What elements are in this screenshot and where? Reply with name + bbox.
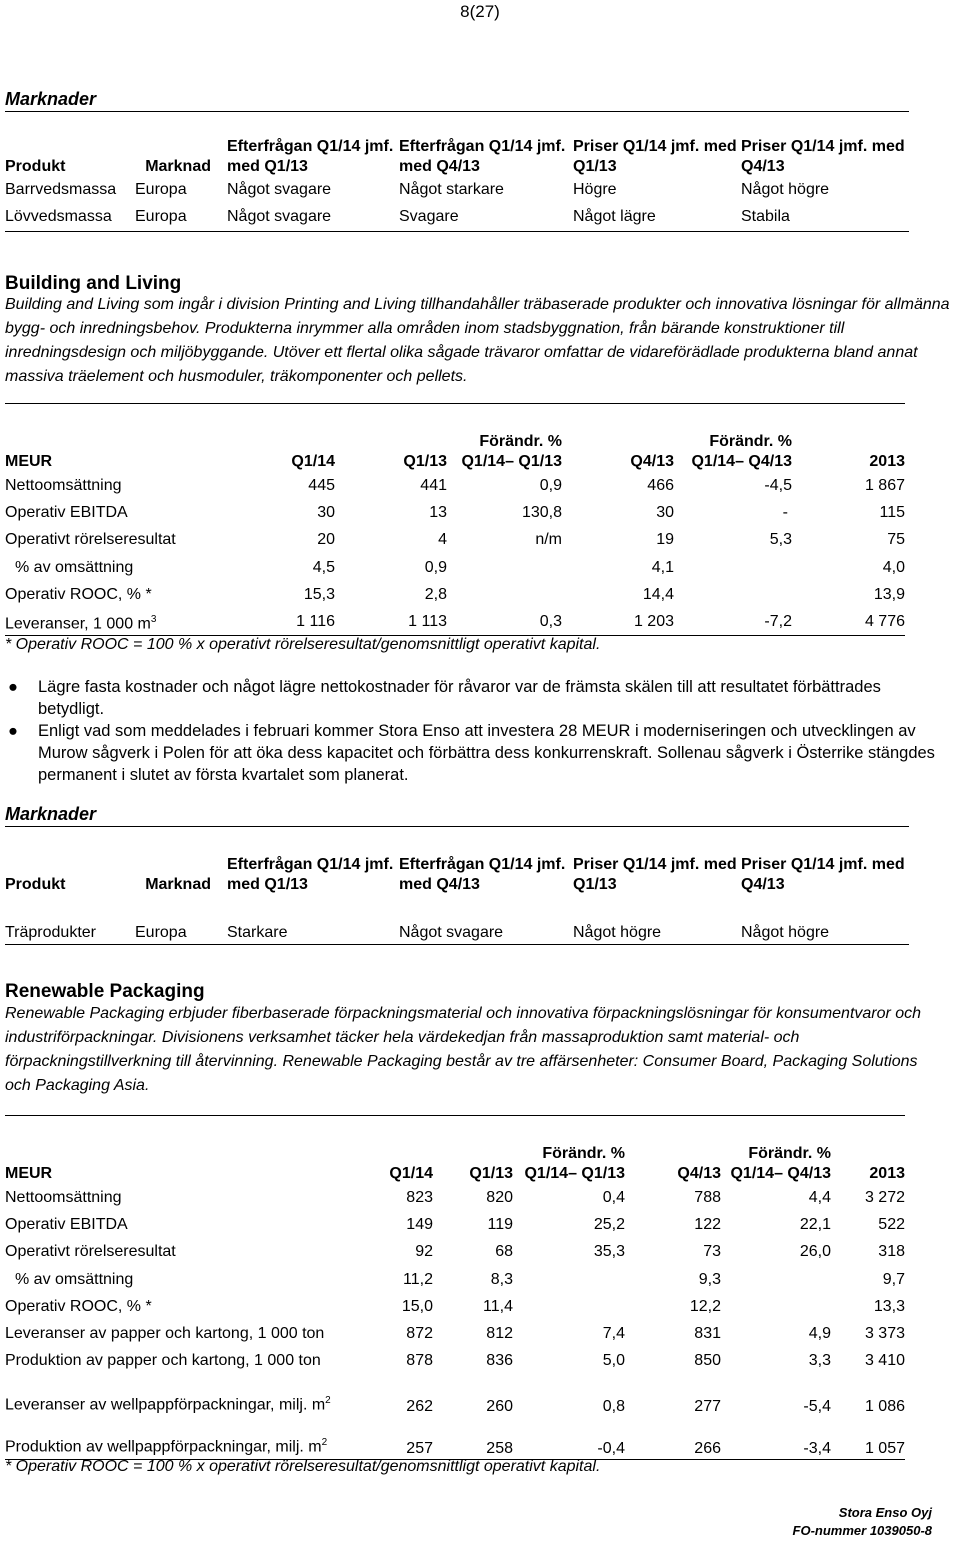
table-row: [5, 1320, 905, 1347]
cell: 820: [486, 1188, 513, 1206]
row-label: % av omsättning: [15, 558, 134, 576]
header-marknad: Marknad: [135, 827, 227, 897]
cell: Svagare: [399, 204, 573, 232]
cell: 68: [495, 1243, 513, 1261]
cell: 3,3: [808, 1352, 831, 1370]
table-row: [5, 581, 905, 608]
header-produkt: Produkt: [5, 827, 135, 897]
row-label-text: Produktion av wellpappförpackningar, milj. m: [5, 1438, 322, 1456]
table-row: [5, 897, 909, 945]
cell: -0,4: [513, 1417, 625, 1460]
cell: 258: [433, 1417, 513, 1460]
cell: 2,8: [424, 585, 447, 603]
cell: 878: [406, 1352, 433, 1370]
cell: [513, 1265, 625, 1292]
cell: 0,4: [602, 1188, 625, 1206]
cell: Något högre: [573, 897, 741, 945]
building-financial-table: [5, 403, 905, 636]
cell: 5,3: [769, 531, 792, 549]
table-row: [5, 1184, 905, 1211]
cell: 4 776: [792, 608, 905, 636]
cell: 9,3: [698, 1270, 721, 1288]
header-change-q4: Förändr. % Q1/14– Q4/13: [721, 1116, 831, 1184]
cell: 466: [647, 476, 674, 494]
cell: 257: [335, 1417, 433, 1460]
header-marknad: Marknad: [135, 112, 227, 177]
bullet-icon: ●: [8, 722, 18, 740]
cell: 0,3: [447, 608, 562, 636]
row-label: % av omsättning: [15, 1270, 134, 1288]
cell: 73: [703, 1243, 721, 1261]
cell: 1 057: [831, 1417, 905, 1460]
markets-table-2: [5, 826, 909, 945]
bullet-list: [0, 676, 960, 786]
cell: [721, 1293, 831, 1320]
bullet-text: Lägre fasta kostnader och något lägre nettokostnader för råvaror var de främsta skälen till att resultatet förbättrades betydligt.: [38, 678, 881, 718]
cell: 0,9: [539, 476, 562, 494]
row-label-text: Leveranser av wellpappförpackningar, milj. m: [5, 1396, 326, 1414]
cell: 831: [694, 1325, 721, 1343]
cell: 14,4: [642, 585, 674, 603]
building-heading: Building and Living: [5, 273, 182, 294]
cell: 13,3: [873, 1297, 905, 1315]
packaging-paragraph: Renewable Packaging erbjuder fiberbaserade förpackningsmaterial och innovativa förpackningslösningar för konsumentvaror och industriförpackningar. Divisionens verksamhet täcker hela värdekedjan från massaproduktion samt material- och förpackningstillverkning till återvinning. Renewable Packaging består av tre affärsenheter: Consumer Board, Packaging Solutions och Packaging Asia.: [5, 1005, 922, 1094]
cell: Europa: [135, 181, 187, 198]
cell: 25,2: [593, 1215, 625, 1233]
packaging-heading: Renewable Packaging: [5, 981, 205, 1002]
table-row: [5, 204, 909, 232]
cell: 872: [406, 1325, 433, 1343]
cell: 22,1: [799, 1215, 831, 1233]
cell: Något starkare: [399, 181, 504, 198]
cell: 4,4: [808, 1188, 831, 1206]
cell: 4,1: [651, 558, 674, 576]
cell: 1 116: [235, 608, 335, 636]
cell: Barrvedsmassa: [5, 181, 117, 198]
header-demand-q4: Efterfrågan Q1/14 jmf. med Q4/13: [399, 827, 573, 897]
cell: 266: [625, 1417, 721, 1460]
row-label: Operativ EBITDA: [5, 503, 128, 521]
cell: 318: [878, 1243, 905, 1261]
cell: -4,5: [764, 476, 792, 494]
cell: 4: [438, 531, 447, 549]
cell: 277: [694, 1397, 721, 1415]
header-change-q1: Förändr. % Q1/14– Q1/13: [447, 404, 562, 472]
header-price-q1: Priser Q1/14 jmf. med Q1/13: [573, 112, 741, 177]
footnote-rooc-2: * Operativ ROOC = 100 % x operativt rörelseresultat/genomsnittligt operativt kapital.: [5, 1458, 601, 1475]
table-row: [5, 1293, 905, 1320]
markets-table-1: [5, 111, 909, 232]
superscript: 2: [325, 1395, 331, 1407]
cell: Starkare: [227, 897, 399, 945]
table-row: [5, 1238, 905, 1265]
cell: 15,0: [401, 1297, 433, 1315]
table-row: [5, 1265, 905, 1292]
header-q1-13: Q1/13: [433, 1116, 513, 1184]
cell: [447, 581, 562, 608]
cell: Något högre: [741, 897, 909, 945]
page-number: 8(27): [460, 2, 500, 21]
table-row: [5, 177, 909, 204]
cell: 522: [878, 1215, 905, 1233]
cell: 3 373: [864, 1325, 905, 1343]
cell: 788: [694, 1188, 721, 1206]
cell: 35,3: [593, 1243, 625, 1261]
bullet-text: Enligt vad som meddelades i februari kommer Stora Enso att investera 28 MEUR i moderniseringen och utvecklingen av Murow sågverk i Polen för att öka dess kapacitet och förbättra dess konkurrenskraft. Sollenau sågverk i Österrike stängdes permanent i slutet av första kvartalet som planerat.: [38, 722, 935, 784]
superscript: 2: [321, 1437, 328, 1449]
cell: 130,8: [521, 503, 562, 521]
cell: 441: [420, 476, 447, 494]
cell: n/m: [535, 531, 562, 549]
cell: Något lägre: [573, 204, 741, 232]
cell: 260: [486, 1397, 513, 1415]
building-paragraph: Building and Living som ingår i division Printing and Living tillhandahåller träbaserade produkter och innovativa lösningar för allmänna bygg- och inredningsbehov. Produkterna inrymmer alla områden inom stadsbyggnation, från bärande konstruktioner till inredningsdesign och miljöbyggande. Utöver ett flertal olika sågade trävaror omfattar de vidareförädlade produkterna bland annat massiva träelement och husmoduler, träkomponenter och pellets.: [5, 296, 950, 385]
row-label: [5, 1375, 335, 1417]
header-demand-q1: Efterfrågan Q1/14 jmf. med Q1/13: [227, 827, 399, 897]
header-q1-14: Q1/14: [235, 404, 335, 472]
cell: 850: [694, 1352, 721, 1370]
cell: -7,2: [674, 608, 792, 636]
row-label-text: Leveranser, 1 000 m: [5, 615, 151, 633]
cell: Något svagare: [227, 204, 399, 232]
cell: 4,9: [808, 1325, 831, 1343]
cell: Lövvedsmassa: [5, 204, 135, 232]
cell: 75: [887, 531, 905, 549]
cell: -: [782, 503, 788, 521]
cell: 262: [406, 1397, 433, 1415]
cell: 4,0: [882, 558, 905, 576]
header-q1-14: Q1/14: [335, 1116, 433, 1184]
markets-heading-1: Marknader: [5, 89, 97, 109]
footer-fo-number: FO-nummer 1039050-8: [792, 1523, 932, 1538]
markets-heading-2: Marknader: [5, 804, 97, 824]
cell: Något svagare: [399, 897, 573, 945]
cell: 13: [429, 503, 447, 521]
cell: Europa: [135, 204, 227, 232]
cell: -5,4: [803, 1397, 831, 1415]
header-produkt: Produkt: [5, 112, 135, 177]
table-row: [5, 1347, 905, 1374]
row-label: Nettoomsättning: [5, 1188, 122, 1206]
table-row: [5, 1211, 905, 1238]
cell: 9,7: [882, 1270, 905, 1288]
table-row: [5, 1375, 905, 1417]
table-row: [5, 472, 905, 499]
cell: 7,4: [602, 1325, 625, 1343]
table-row: [5, 499, 905, 526]
cell: 8,3: [490, 1270, 513, 1288]
cell: 823: [406, 1188, 433, 1206]
cell: Något svagare: [227, 181, 332, 198]
header-demand-q1: Efterfrågan Q1/14 jmf. med Q1/13: [227, 112, 399, 177]
cell: 445: [308, 476, 335, 494]
row-label: Operativ EBITDA: [5, 1215, 128, 1233]
cell: 11,4: [483, 1297, 513, 1315]
row-label: Operativ ROOC, % *: [5, 1297, 152, 1315]
cell: 15,3: [303, 585, 335, 603]
cell: 812: [486, 1325, 513, 1343]
header-price-q4: Priser Q1/14 jmf. med Q4/13: [741, 827, 909, 897]
cell: 30: [317, 503, 335, 521]
list-item: [0, 720, 938, 786]
header-q4-13: Q4/13: [625, 1116, 721, 1184]
cell: 836: [486, 1352, 513, 1370]
cell: 1 867: [864, 476, 905, 494]
cell: 119: [487, 1215, 513, 1233]
header-price-q4: Priser Q1/14 jmf. med Q4/13: [741, 112, 909, 177]
row-label: Leveranser av papper och kartong, 1 000 ton: [5, 1325, 325, 1343]
cell: [513, 1293, 625, 1320]
footnote-rooc: * Operativ ROOC = 100 % x operativt rörelseresultat/genomsnittligt operativt kapital.: [5, 636, 601, 653]
header-meur: MEUR: [5, 1116, 335, 1184]
header-2013: 2013: [792, 404, 905, 472]
table-row: [5, 608, 905, 636]
cell: 0,8: [602, 1397, 625, 1415]
cell: -3,4: [721, 1417, 831, 1460]
cell: 4,5: [312, 558, 335, 576]
cell: Europa: [135, 897, 227, 945]
superscript: 3: [150, 613, 157, 625]
header-price-q1: Priser Q1/14 jmf. med Q1/13: [573, 827, 741, 897]
cell: 3 410: [864, 1352, 905, 1370]
cell: 26,0: [799, 1243, 831, 1261]
cell: 92: [415, 1243, 433, 1261]
cell: 5,0: [602, 1352, 625, 1370]
header-2013: 2013: [831, 1116, 905, 1184]
header-change-q1: Förändr. % Q1/14– Q1/13: [513, 1116, 625, 1184]
cell: 149: [406, 1215, 433, 1233]
cell: 11,2: [403, 1270, 433, 1288]
cell: [721, 1265, 831, 1292]
cell: 1 086: [864, 1397, 905, 1415]
table-row: [5, 553, 905, 580]
cell: 1 113: [335, 608, 447, 636]
row-label: Operativ ROOC, % *: [5, 585, 152, 603]
cell: 19: [656, 531, 674, 549]
table-row: [5, 1417, 905, 1460]
cell: Träprodukter: [5, 897, 135, 945]
header-meur: MEUR: [5, 404, 235, 472]
cell: [674, 581, 792, 608]
row-label: Operativt rörelseresultat: [5, 531, 176, 549]
table-row: [5, 526, 905, 553]
row-label: [5, 608, 235, 636]
cell: Högre: [573, 181, 617, 198]
cell: 3 272: [864, 1188, 905, 1206]
cell: 12,2: [689, 1297, 721, 1315]
row-label: Operativt rörelseresultat: [5, 1243, 176, 1261]
cell: 1 203: [562, 608, 674, 636]
cell: 13,9: [873, 585, 905, 603]
header-q1-13: Q1/13: [335, 404, 447, 472]
cell: Stabila: [741, 204, 909, 232]
header-q4-13: Q4/13: [562, 404, 674, 472]
header-demand-q4: Efterfrågan Q1/14 jmf. med Q4/13: [399, 112, 573, 177]
cell: Något högre: [741, 181, 830, 198]
cell: 20: [317, 531, 335, 549]
header-change-q4: Förändr. % Q1/14– Q4/13: [674, 404, 792, 472]
row-label: Produktion av papper och kartong, 1 000 ton: [5, 1352, 321, 1370]
row-label: Nettoomsättning: [5, 476, 122, 494]
row-label: [5, 1417, 335, 1460]
cell: 122: [694, 1215, 721, 1233]
cell: 30: [656, 503, 674, 521]
list-item: [0, 676, 938, 720]
packaging-financial-table: [5, 1115, 905, 1460]
footer: [793, 1504, 932, 1540]
footer-company: Stora Enso Oyj: [838, 1505, 932, 1520]
cell: [674, 553, 792, 580]
cell: [447, 553, 562, 580]
cell: 115: [879, 503, 905, 521]
bullet-icon: ●: [8, 678, 18, 696]
cell: 0,9: [424, 558, 447, 576]
